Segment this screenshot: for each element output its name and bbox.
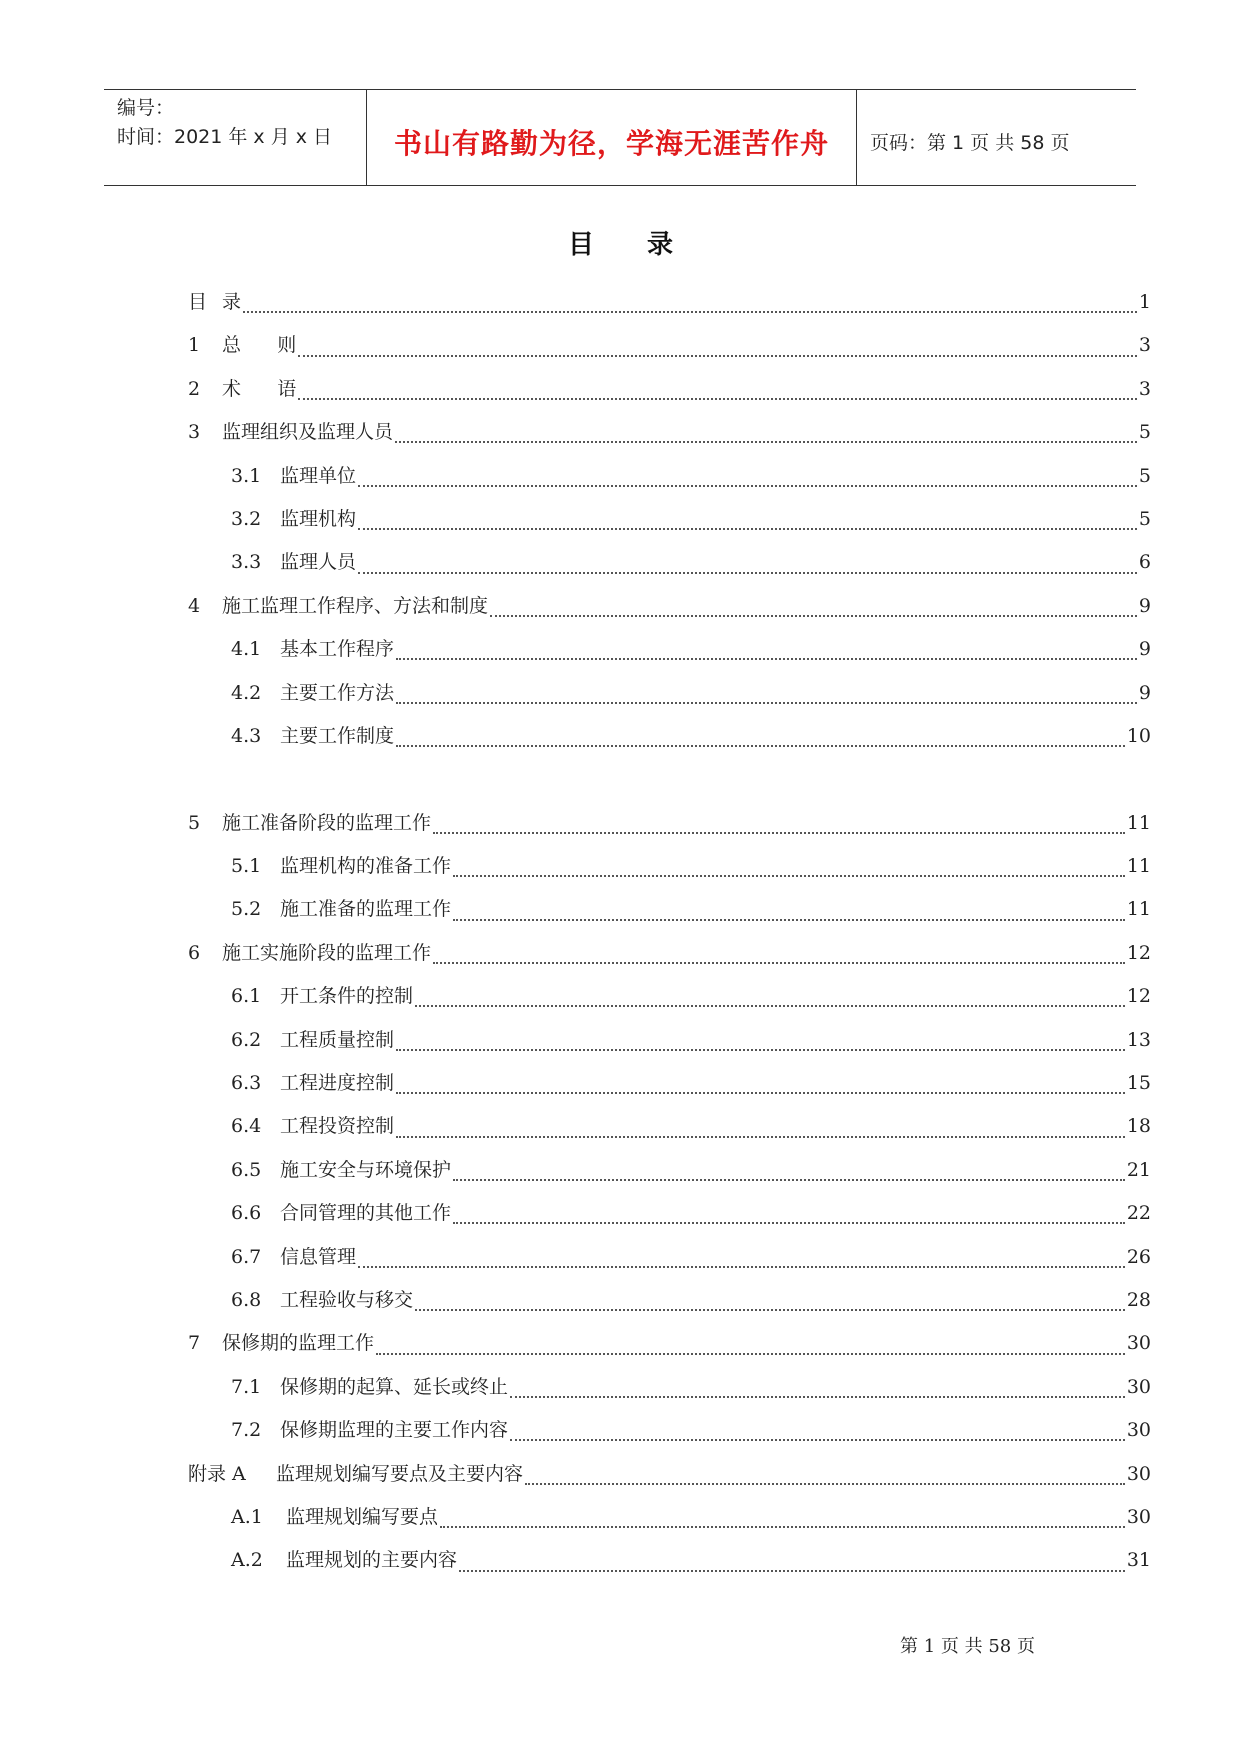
- toc-entry-page: 22: [1126, 1202, 1151, 1225]
- toc-dot-leader: [298, 397, 1137, 400]
- toc-entry-page: 5: [1138, 464, 1151, 487]
- toc-entry[interactable]: [188, 888, 1151, 931]
- toc-entry[interactable]: [188, 1539, 1151, 1582]
- toc-entry-page: 11: [1126, 898, 1151, 921]
- toc-dot-leader: [440, 1525, 1125, 1528]
- toc-entry-page: 12: [1126, 941, 1151, 964]
- toc-entry-title: 工程质量控制: [280, 1028, 395, 1051]
- toc-dot-leader: [433, 831, 1125, 834]
- toc-entry-number: 3.2: [231, 507, 262, 530]
- header-meta: [117, 94, 365, 152]
- toc-entry-title: 主要工作制度: [280, 724, 395, 747]
- toc-entry-page: 11: [1126, 811, 1151, 834]
- toc-entry[interactable]: [188, 845, 1151, 888]
- toc-entry-number: 6.1: [231, 985, 262, 1008]
- toc-entry-page: 3: [1138, 334, 1151, 357]
- toc-entry-page: 30: [1126, 1505, 1151, 1528]
- toc-entry-title: 监理规划编写要点: [286, 1505, 439, 1528]
- toc-entry[interactable]: [188, 585, 1151, 628]
- toc-entry-number: A.1: [231, 1505, 263, 1528]
- toc-dot-leader: [358, 571, 1137, 574]
- toc-dot-leader: [510, 1395, 1125, 1398]
- toc-entry-number: 4.1: [231, 638, 262, 661]
- toc-entry-number: 7: [188, 1332, 201, 1355]
- toc-entry-title: 录: [222, 291, 242, 313]
- toc-entry-number: 6.5: [231, 1158, 262, 1181]
- toc-entry-page: 26: [1126, 1245, 1151, 1268]
- toc-entry-page: 13: [1126, 1028, 1151, 1051]
- toc-entry-page: 5: [1138, 421, 1151, 444]
- toc-entry[interactable]: [188, 672, 1151, 715]
- toc-entry[interactable]: [188, 1236, 1151, 1279]
- toc-entry-title: 施工安全与环境保护: [280, 1158, 452, 1181]
- toc-entry[interactable]: [188, 1192, 1151, 1235]
- toc-entry-number: 4: [188, 594, 201, 617]
- toc-entry-page: 10: [1126, 724, 1151, 747]
- toc-entry-title: 保修期的起算、延长或终止: [280, 1375, 509, 1398]
- toc-entry-number: 6: [188, 941, 201, 964]
- toc-entry-title: 监理规划的主要内容: [286, 1549, 458, 1572]
- toc-entry-number: 5.1: [231, 855, 262, 878]
- toc-entry[interactable]: [188, 281, 1151, 324]
- toc-dot-leader: [415, 1004, 1125, 1007]
- toc-entry-title: 施工准备阶段的监理工作: [222, 811, 432, 834]
- toc-entry-number: 目: [188, 291, 208, 313]
- toc-entry[interactable]: [188, 1409, 1151, 1452]
- toc-entry-title: 保修期的监理工作: [222, 1332, 375, 1355]
- toc-entry-title: 基本工作程序: [280, 638, 395, 661]
- toc-entry-number: 2: [188, 377, 201, 400]
- page-header: [104, 89, 1136, 186]
- toc-entry-title: 监理机构: [280, 507, 357, 530]
- header-motto: 书山有路勤为径，学海无涯苦作舟: [393, 126, 829, 160]
- toc-entry-page: 30: [1126, 1375, 1151, 1398]
- toc-entry[interactable]: [188, 1496, 1151, 1539]
- toc-entry-number: 6.4: [231, 1115, 262, 1138]
- toc-entry-title: 开工条件的控制: [280, 985, 414, 1008]
- toc-entry[interactable]: [188, 324, 1151, 367]
- document-number-label: 编号：: [117, 97, 175, 119]
- toc-entry-page: 3: [1138, 377, 1151, 400]
- toc-entry-page: 9: [1138, 681, 1151, 704]
- toc-entry-page: 31: [1126, 1549, 1151, 1572]
- toc-entry-number: 6.8: [231, 1288, 262, 1311]
- toc-dot-leader: [490, 614, 1137, 617]
- toc-entry-number: 3: [188, 421, 201, 444]
- toc-entry-page: 18: [1126, 1115, 1151, 1138]
- toc-entry-number: 6.3: [231, 1072, 262, 1095]
- toc-entry-title: 总 则: [222, 334, 297, 357]
- toc-entry-title: 信息管理: [280, 1245, 357, 1268]
- toc-dot-leader: [358, 484, 1137, 487]
- toc-dot-leader: [453, 874, 1125, 877]
- toc-entry-title: 施工准备的监理工作: [280, 898, 452, 921]
- toc-dot-leader: [396, 657, 1137, 660]
- toc-entry-page: 28: [1126, 1288, 1151, 1311]
- toc-entry-page: 9: [1138, 594, 1151, 617]
- toc-entry[interactable]: [188, 1453, 1151, 1496]
- toc-spacer: [188, 758, 1151, 801]
- toc-entry[interactable]: [188, 1149, 1151, 1192]
- toc-entry-page: 12: [1126, 985, 1151, 1008]
- toc-entry-title: 监理单位: [280, 464, 357, 487]
- toc-dot-leader: [396, 1135, 1125, 1138]
- toc-entry[interactable]: [188, 1062, 1151, 1105]
- toc-entry[interactable]: [188, 975, 1151, 1018]
- toc-entry-number: A.2: [231, 1549, 263, 1572]
- toc-entry-page: 30: [1126, 1419, 1151, 1442]
- toc-dot-leader: [415, 1308, 1125, 1311]
- document-time-label: 时间：2021 年 x 月 x 日: [117, 126, 333, 148]
- toc-dot-leader: [453, 1178, 1125, 1181]
- toc-dot-leader: [433, 961, 1125, 964]
- toc-entry-page: 30: [1126, 1462, 1151, 1485]
- table-of-contents: [188, 281, 1151, 1583]
- header-divider: [856, 90, 857, 185]
- toc-entry-title: 监理规划编写要点及主要内容: [276, 1462, 524, 1485]
- toc-entry[interactable]: [188, 498, 1151, 541]
- toc-dot-leader: [459, 1569, 1125, 1572]
- toc-dot-leader: [358, 527, 1137, 530]
- toc-entry-page: 15: [1126, 1072, 1151, 1095]
- toc-entry-number: 4.2: [231, 681, 262, 704]
- toc-entry-number: 6.6: [231, 1202, 262, 1225]
- toc-entry-title: 合同管理的其他工作: [280, 1202, 452, 1225]
- toc-entry-number: 4.3: [231, 724, 262, 747]
- toc-entry-title: 施工实施阶段的监理工作: [222, 941, 432, 964]
- toc-entry-title: 施工监理工作程序、方法和制度: [222, 594, 489, 617]
- toc-entry[interactable]: [188, 1279, 1151, 1322]
- toc-dot-leader: [453, 918, 1125, 921]
- toc-dot-leader: [243, 310, 1137, 313]
- page-footer: 第 1 页 共 58 页: [900, 1636, 1035, 1657]
- toc-entry[interactable]: [188, 715, 1151, 758]
- toc-entry-title: 监理机构的准备工作: [280, 855, 452, 878]
- toc-entry-number: 5: [188, 811, 201, 834]
- toc-dot-leader: [396, 1091, 1125, 1094]
- toc-entry-number: 3.3: [231, 551, 262, 574]
- header-page-label: 页码：第 1 页 共 58 页: [870, 132, 1070, 154]
- toc-dot-leader: [396, 701, 1137, 704]
- toc-entry[interactable]: [188, 455, 1151, 498]
- toc-entry[interactable]: [188, 802, 1151, 845]
- toc-entry[interactable]: [188, 541, 1151, 584]
- toc-dot-leader: [376, 1352, 1125, 1355]
- toc-dot-leader: [358, 1265, 1125, 1268]
- toc-dot-leader: [453, 1221, 1125, 1224]
- toc-entry-page: 1: [1138, 291, 1151, 313]
- toc-entry-title: 术 语: [222, 377, 297, 400]
- toc-entry[interactable]: [188, 628, 1151, 671]
- toc-entry[interactable]: [188, 1322, 1151, 1365]
- toc-entry[interactable]: [188, 1019, 1151, 1062]
- toc-dot-leader: [510, 1438, 1125, 1441]
- toc-entry-number: 5.2: [231, 898, 262, 921]
- toc-entry[interactable]: [188, 411, 1151, 454]
- toc-entry-title: 工程进度控制: [280, 1072, 395, 1095]
- toc-entry-number: 6.2: [231, 1028, 262, 1051]
- toc-entry[interactable]: [188, 1105, 1151, 1148]
- toc-entry-page: 9: [1138, 638, 1151, 661]
- toc-dot-leader: [396, 1048, 1125, 1051]
- toc-entry-title: 保修期监理的主要工作内容: [280, 1419, 509, 1442]
- toc-entry-page: 11: [1126, 855, 1151, 878]
- toc-entry-page: 21: [1126, 1158, 1151, 1181]
- toc-entry-number: 6.7: [231, 1245, 262, 1268]
- toc-entry-number: 7.2: [231, 1419, 262, 1442]
- toc-entry-title: 监理人员: [280, 551, 357, 574]
- toc-entry-number: 7.1: [231, 1375, 262, 1398]
- toc-entry-number: 附录 A: [188, 1462, 246, 1485]
- toc-entry-number: 1: [188, 334, 201, 357]
- toc-dot-leader: [395, 440, 1137, 443]
- toc-entry[interactable]: [188, 368, 1151, 411]
- toc-entry[interactable]: [188, 932, 1151, 975]
- toc-entry-page: 6: [1138, 551, 1151, 574]
- page-title: 目 录: [567, 230, 696, 260]
- toc-entry-page: 30: [1126, 1332, 1151, 1355]
- toc-entry-title: 工程投资控制: [280, 1115, 395, 1138]
- toc-entry[interactable]: [188, 1366, 1151, 1409]
- toc-dot-leader: [396, 744, 1125, 747]
- toc-dot-leader: [298, 354, 1137, 357]
- toc-entry-title: 主要工作方法: [280, 681, 395, 704]
- toc-entry-number: 3.1: [231, 464, 262, 487]
- toc-entry-title: 监理组织及监理人员: [222, 421, 394, 444]
- toc-entry-title: 工程验收与移交: [280, 1288, 414, 1311]
- toc-entry-page: 5: [1138, 507, 1151, 530]
- toc-dot-leader: [525, 1482, 1125, 1485]
